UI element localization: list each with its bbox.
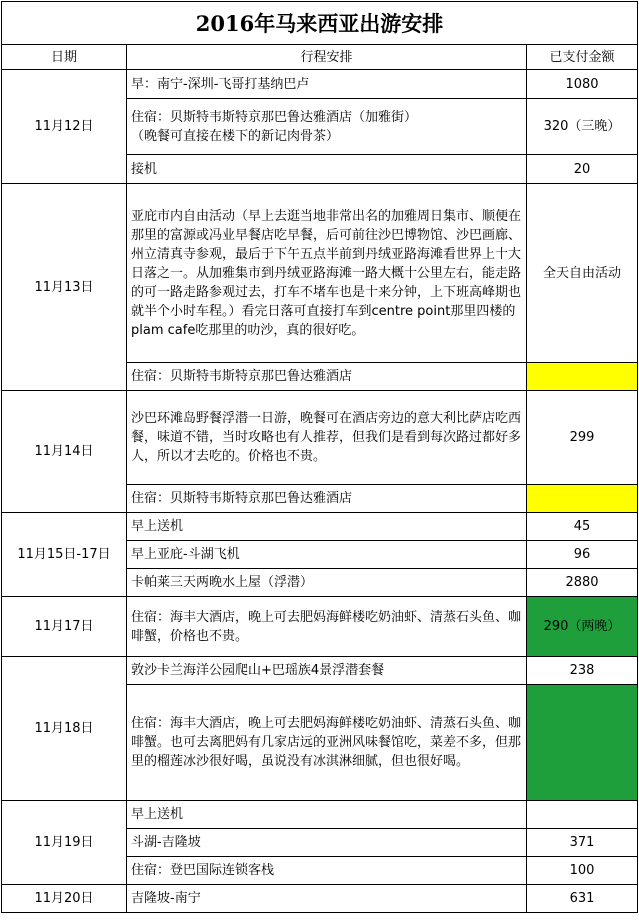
itinerary-cell: 早上送机 bbox=[127, 801, 527, 829]
itinerary-cell: 住宿：贝斯特韦斯特京那巴鲁达雅酒店 bbox=[127, 363, 527, 391]
itinerary-cell: 住宿：登巴国际连锁客栈 bbox=[127, 857, 527, 885]
amount-cell: 1080 bbox=[527, 70, 638, 99]
table-row bbox=[2, 657, 638, 685]
amount-cell: 371 bbox=[527, 829, 638, 857]
header-date: 日期 bbox=[2, 45, 127, 70]
itinerary-cell: 接机 bbox=[127, 155, 527, 184]
amount-cell: 299 bbox=[527, 391, 638, 485]
date-cell: 11月13日 bbox=[2, 184, 127, 391]
amount-cell: 100 bbox=[527, 857, 638, 885]
amount-cell: 631 bbox=[527, 885, 638, 913]
itinerary-cell: 早：南宁-深圳-飞哥打基纳巴卢 bbox=[127, 70, 527, 99]
amount-cell-highlight bbox=[527, 485, 638, 513]
date-cell: 11月12日 bbox=[2, 70, 127, 184]
table-row bbox=[2, 597, 638, 657]
itinerary-cell: 亚庇市内自由活动（早上去逛当地非常出名的加雅周日集市、顺便在那里的富源或冯业早餐店吃早餐，后可前往沙巴博物馆、沙巴画廊、州立清真寺参观，最后于下午五点半前到丹绒亚路海滩看世界上十大日落之一。从加雅集市到丹绒亚路海滩一路大概十公里左右，能走路的可一路走路参观过去，打车不堵车也是十来分钟，上下班高峰期也就半个小时车程。）看完日落可直接打车到centre point那里四楼的plam cafe吃那里的叻沙，真的很好吃。 bbox=[127, 184, 527, 363]
amount-cell: 2880 bbox=[527, 569, 638, 597]
itinerary-cell: 早上送机 bbox=[127, 513, 527, 541]
table-row bbox=[2, 70, 638, 99]
date-cell: 11月20日 bbox=[2, 885, 127, 913]
table-row bbox=[2, 184, 638, 363]
itinerary-cell: 住宿：海丰大酒店，晚上可去肥妈海鲜楼吃奶油虾、清蒸石头鱼、咖啡蟹。也可去离肥妈有几家店远的亚洲风味餐馆吃，菜差不多，但那里的榴莲冰沙很好喝，虽说没有冰淇淋细腻，但也很好喝。 bbox=[127, 685, 527, 801]
itinerary-table bbox=[1, 1, 638, 913]
date-cell: 11月14日 bbox=[2, 391, 127, 513]
amount-cell: 45 bbox=[527, 513, 638, 541]
itinerary-cell: 住宿：贝斯特韦斯特京那巴鲁达雅酒店（加雅街） （晚餐可直接在楼下的新记肉骨茶） bbox=[127, 99, 527, 155]
date-cell: 11月17日 bbox=[2, 597, 127, 657]
itinerary-cell: 卡帕莱三天两晚水上屋（浮潜） bbox=[127, 569, 527, 597]
amount-cell-highlight bbox=[527, 685, 638, 801]
header-paid: 已支付金额 bbox=[527, 45, 638, 70]
amount-cell: 320（三晚） bbox=[527, 99, 638, 155]
amount-cell: 238 bbox=[527, 657, 638, 685]
amount-cell-highlight bbox=[527, 363, 638, 391]
date-cell: 11月19日 bbox=[2, 801, 127, 885]
date-cell: 11月18日 bbox=[2, 657, 127, 801]
itinerary-cell: 敦沙卡兰海洋公园爬山+巴瑶族4景浮潜套餐 bbox=[127, 657, 527, 685]
itinerary-cell: 斗湖-吉隆坡 bbox=[127, 829, 527, 857]
header-itinerary: 行程安排 bbox=[127, 45, 527, 70]
itinerary-cell: 吉隆坡-南宁 bbox=[127, 885, 527, 913]
itinerary-cell: 早上亚庇-斗湖飞机 bbox=[127, 541, 527, 569]
table-row bbox=[2, 801, 638, 829]
amount-cell bbox=[527, 801, 638, 829]
itinerary-cell: 沙巴环滩岛野餐浮潜一日游，晚餐可在酒店旁边的意大利比萨店吃西餐，味道不错，当时攻略也有人推荐，但我们是看到每次路过都好多人，所以才去吃的。价格也不贵。 bbox=[127, 391, 527, 485]
page-title: 2016年马来西亚出游安排 bbox=[2, 2, 638, 45]
table-row bbox=[2, 391, 638, 485]
amount-cell-highlight: 290（两晚） bbox=[527, 597, 638, 657]
amount-cell: 96 bbox=[527, 541, 638, 569]
date-cell: 11月15日-17日 bbox=[2, 513, 127, 597]
amount-cell: 20 bbox=[527, 155, 638, 184]
itinerary-cell: 住宿：贝斯特韦斯特京那巴鲁达雅酒店 bbox=[127, 485, 527, 513]
table-row bbox=[2, 513, 638, 541]
table-row bbox=[2, 885, 638, 913]
amount-cell: 全天自由活动 bbox=[527, 184, 638, 363]
itinerary-cell: 住宿：海丰大酒店，晚上可去肥妈海鲜楼吃奶油虾、清蒸石头鱼、咖啡蟹，价格也不贵。 bbox=[127, 597, 527, 657]
